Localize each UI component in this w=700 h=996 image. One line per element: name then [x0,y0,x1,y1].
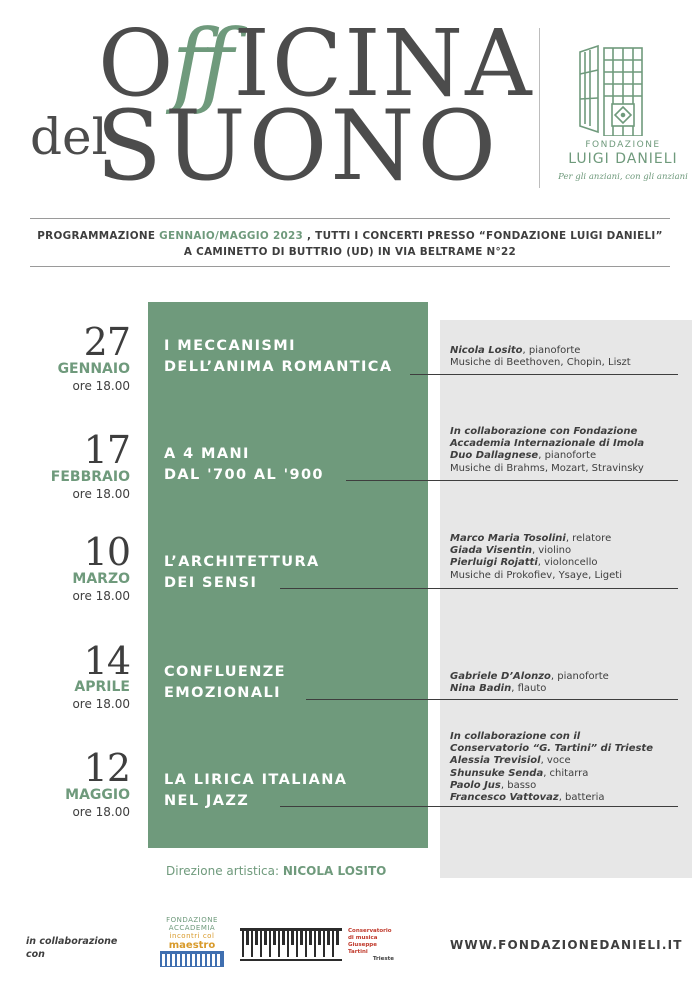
concert-1-connector [410,374,678,375]
collaboration-label: in collaborazione con [26,936,118,960]
concert-2-day: 17 [83,428,130,472]
title-del: del [30,108,108,166]
concert-2-connector [346,480,678,481]
concert-4-time: ore 18.00 [72,697,130,711]
logo-tagline: Per gli anziani, con gli anziani [558,172,688,182]
concert-4-title: CONFLUENZE EMOZIONALI [164,664,286,701]
concert-1-month: GENNAIO [57,361,130,377]
concert-3-month: MARZO [72,571,130,587]
concert-4-details: Gabriele D’Alonzo, pianoforte Nina Badin, flauto [450,671,609,695]
title-officina: OffICINA [98,10,534,117]
subtitle-line2: A CAMINETTO DI BUTTRIO (UD) IN VIA BELTRAME N°22 [183,246,517,258]
concert-3-time: ore 18.00 [72,589,130,603]
concert-2-month: FEBBRAIO [50,469,130,485]
concert-4-day: 14 [83,639,130,683]
logo-fondazione-label: FONDAZIONE [585,140,661,150]
concert-5-month: MAGGIO [65,787,130,803]
concert-1-title: I MECCANISMI DELL’ANIMA ROMANTICA [164,338,393,375]
concert-5-time: ore 18.00 [72,805,130,819]
subtitle-bottom-rule [30,266,670,267]
concert-5-connector [280,806,678,807]
artistic-direction: Direzione artistica: NICOLA LOSITO [166,864,387,878]
concert-1-time: ore 18.00 [72,379,130,393]
subtitle-top-rule [30,218,670,219]
logo-luigi-danieli: LUIGI DANIELI [568,151,678,167]
concert-2-title: A 4 MANI DAL '700 AL '900 [164,446,324,483]
accademia-logo: FONDAZIONE ACCADEMIA incontri col maestro [160,916,224,971]
concert-2-time: ore 18.00 [72,487,130,501]
title-ff-accent: ff [171,10,228,117]
header-divider [539,28,540,188]
subtitle-line1: PROGRAMMAZIONE GENNAIO/MAGGIO 2023 , TUTTI I CONCERTI PRESSO “FONDAZIONE LUIGI DANIELI” [37,230,663,242]
concert-5-day: 12 [83,746,130,790]
concert-3-details: Marco Maria Tosolini, relatore Giada Visentin, violino Pierluigi Rojatti, violoncello Musiche di Prokofiev, Ysaye, Ligeti [450,533,622,581]
title-suono: SUONO [96,90,500,202]
piano-keys-icon [160,951,224,967]
concert-5-details: In collaborazione con il Conservatorio “G. Tartini” di Trieste Alessia Trevisiol, voce Shunsuke Senda, chitarra Paolo Jus, basso Francesco Vattovaz, batteria [450,731,653,804]
concert-4-connector [306,699,678,700]
website-link[interactable]: WWW.FONDAZIONEDANIELI.IT [450,938,683,952]
conservatorio-keyboard-logo-icon [240,928,342,964]
concert-1-day: 27 [83,320,130,364]
concert-3-title: L’ARCHITETTURA DEI SENSI [164,554,320,591]
conservatorio-label: Conservatorio di musica Giuseppe Tartini Trieste [348,928,394,962]
fondazione-window-logo-icon [576,44,646,136]
concert-4-month: APRILE [74,679,130,695]
concert-5-title: LA LIRICA ITALIANA NEL JAZZ [164,772,348,809]
concert-3-connector [280,588,678,589]
concert-2-details: In collaborazione con Fondazione Accademia Internazionale di Imola Duo Dallagnese, pianoforte Musiche di Brahms, Mozart, Stravinsky [450,426,645,474]
concert-3-day: 10 [83,530,130,574]
concert-1-details: Nicola Losito, pianoforte Musiche di Beethoven, Chopin, Liszt [450,345,631,369]
